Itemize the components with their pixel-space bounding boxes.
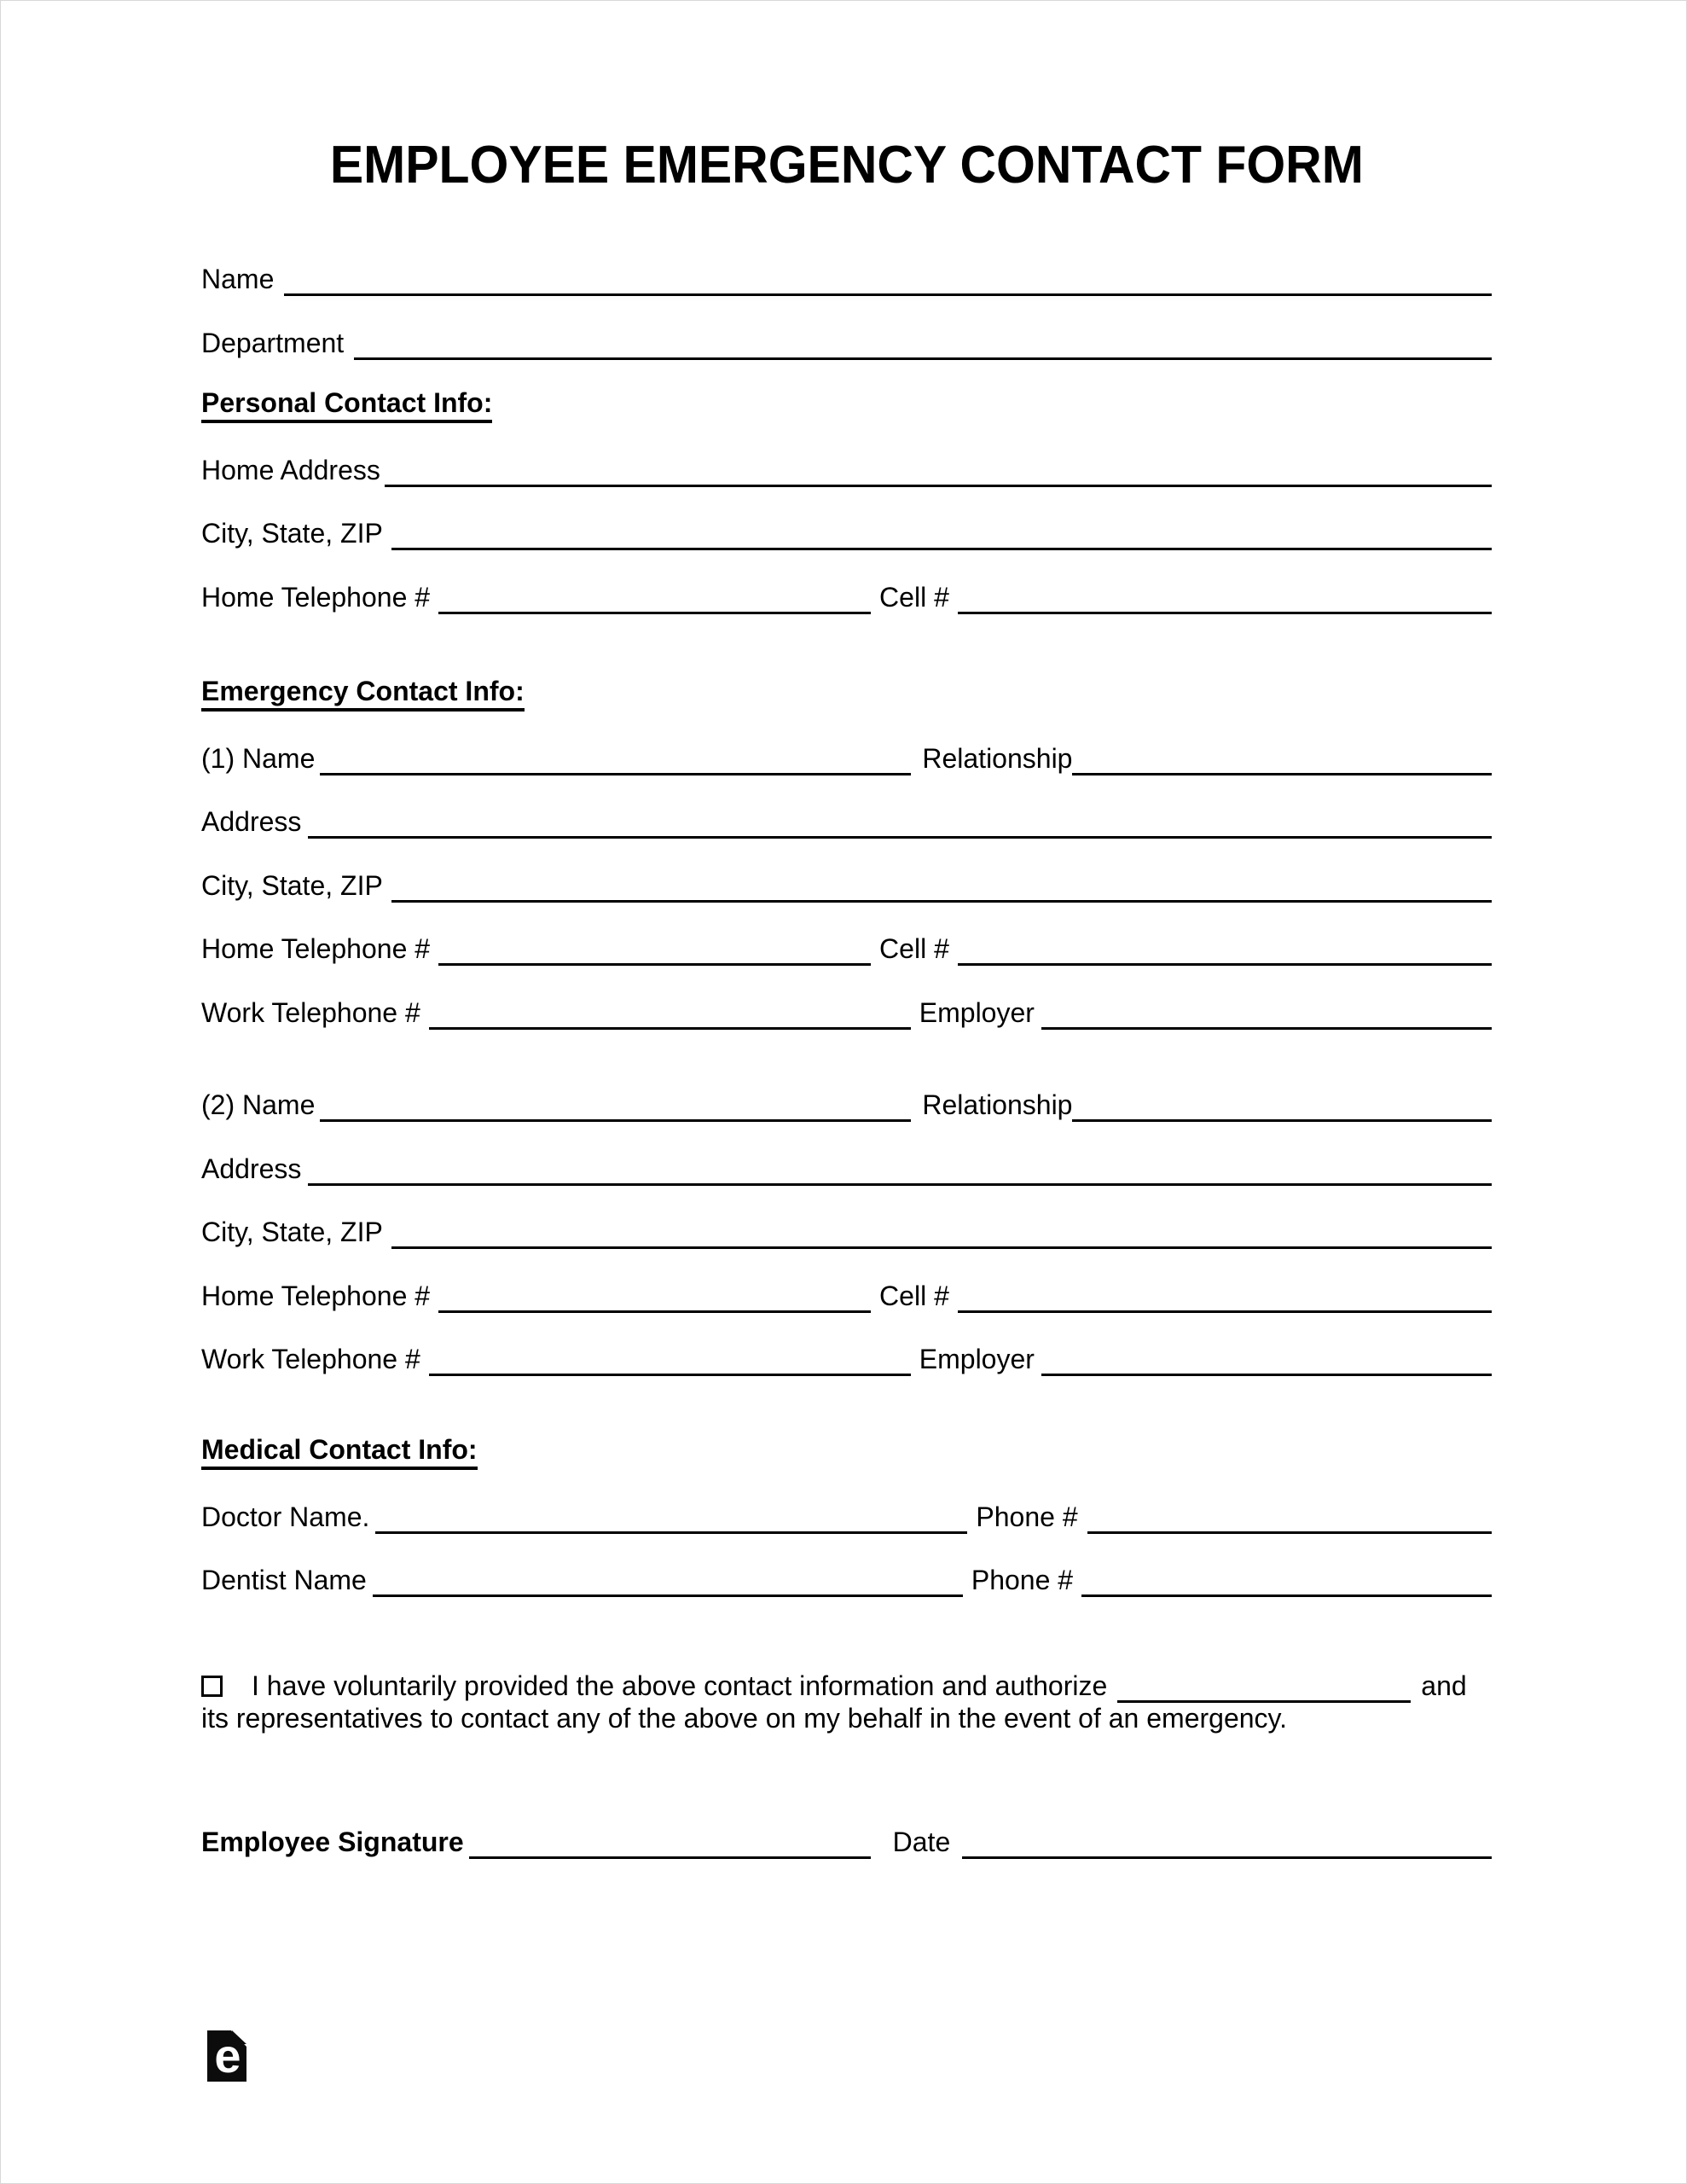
personal-city-state-zip-row <box>201 516 1492 550</box>
contact1-name-label: (1) Name <box>201 742 316 774</box>
contact1-work-employer-row <box>201 996 1492 1030</box>
contact1-name-input-line[interactable] <box>320 773 911 775</box>
signature-row <box>201 1825 1492 1859</box>
cell-label: Cell # <box>879 581 949 613</box>
doctor-phone-input-line[interactable] <box>1087 1531 1492 1534</box>
contact2-name-label: (2) Name <box>201 1089 316 1120</box>
department-row <box>201 326 1492 360</box>
department-input-line[interactable] <box>354 357 1492 360</box>
contact2-employer-label: Employer <box>919 1344 1035 1374</box>
contact2-address-row <box>201 1152 1492 1186</box>
contact2-relationship-input-line[interactable] <box>1072 1119 1492 1122</box>
contact2-relationship-label: Relationship <box>922 1089 1073 1120</box>
name-input-line[interactable] <box>284 293 1492 296</box>
home-address-label: Home Address <box>201 454 380 485</box>
personal-contact-info-heading: Personal Contact Info: <box>201 386 492 423</box>
home-telephone-label: Home Telephone # <box>201 581 431 613</box>
contact2-employer-input-line[interactable] <box>1041 1374 1492 1376</box>
personal-home-address-row <box>201 453 1492 487</box>
contact2-address-label: Address <box>201 1153 302 1184</box>
personal-home-telephone-input-line[interactable] <box>438 612 871 614</box>
contact1-employer-input-line[interactable] <box>1041 1027 1492 1030</box>
contact2-city-state-zip-label: City, State, ZIP <box>201 1217 383 1247</box>
contact1-cell-label: Cell # <box>879 933 949 964</box>
personal-phones-row <box>201 580 1492 614</box>
contact1-city-state-zip-label: City, State, ZIP <box>201 869 383 901</box>
contact2-phones-row <box>201 1279 1492 1313</box>
date-input-line[interactable] <box>962 1856 1492 1859</box>
contact1-city-state-zip-input-line[interactable] <box>391 900 1492 903</box>
contact1-relationship-input-line[interactable] <box>1072 773 1492 775</box>
title-row <box>201 137 1492 194</box>
contact1-home-telephone-label: Home Telephone # <box>201 933 431 964</box>
date-label: Date <box>892 1827 951 1857</box>
form-content <box>201 1 1492 2082</box>
eforms-logo <box>207 2030 246 2082</box>
contact1-work-telephone-label: Work Telephone # <box>201 996 420 1028</box>
personal-heading-row <box>201 389 1492 423</box>
name-label: Name <box>201 264 275 294</box>
contact1-cell-input-line[interactable] <box>958 963 1492 966</box>
authorization-paragraph <box>201 1669 1492 1735</box>
authorization-text-after-blank: and <box>1421 1670 1467 1701</box>
authorization-text-before-blank: I have voluntarily provided the above contact information and authorize <box>252 1670 1108 1701</box>
dentist-phone-label: Phone # <box>971 1565 1074 1595</box>
personal-city-state-zip-input-line[interactable] <box>391 548 1492 550</box>
contact2-name-row <box>201 1088 1492 1122</box>
contact2-address-input-line[interactable] <box>308 1183 1492 1186</box>
dentist-name-label: Dentist Name <box>201 1565 367 1595</box>
dentist-row <box>201 1563 1492 1597</box>
authorization-line1 <box>201 1669 1492 1703</box>
contact1-employer-label: Employer <box>919 996 1035 1028</box>
dentist-name-input-line[interactable] <box>373 1594 963 1597</box>
contact1-city-state-zip-row <box>201 868 1492 903</box>
doctor-phone-label: Phone # <box>976 1501 1078 1532</box>
contact2-name-input-line[interactable] <box>320 1119 911 1122</box>
employee-signature-label: Employee Signature <box>201 1827 464 1857</box>
contact2-home-telephone-label: Home Telephone # <box>201 1280 431 1311</box>
authorization-line2: its representatives to contact any of the above on my behalf in the event of an emergency. <box>201 1703 1288 1734</box>
personal-cell-input-line[interactable] <box>958 612 1492 614</box>
contact1-phones-row <box>201 932 1492 966</box>
contact2-work-employer-row <box>201 1342 1492 1376</box>
contact2-city-state-zip-row <box>201 1215 1492 1249</box>
employee-signature-input-line[interactable] <box>469 1856 871 1859</box>
contact2-city-state-zip-input-line[interactable] <box>391 1246 1492 1249</box>
eforms-logo-letter: e <box>214 2029 241 2082</box>
contact2-home-telephone-input-line[interactable] <box>438 1310 871 1313</box>
contact1-address-row <box>201 804 1492 839</box>
contact1-home-telephone-input-line[interactable] <box>438 963 871 966</box>
medical-contact-info-heading: Medical Contact Info: <box>201 1432 478 1470</box>
personal-home-address-input-line[interactable] <box>385 485 1492 487</box>
contact1-address-input-line[interactable] <box>308 836 1492 839</box>
contact2-work-telephone-input-line[interactable] <box>429 1374 911 1376</box>
city-state-zip-label: City, State, ZIP <box>201 518 383 549</box>
authorization-checkbox[interactable] <box>201 1676 223 1697</box>
emergency-contact-info-heading: Emergency Contact Info: <box>201 674 525 712</box>
doctor-name-input-line[interactable] <box>375 1531 967 1534</box>
department-label: Department <box>201 327 345 358</box>
contact2-cell-input-line[interactable] <box>958 1310 1492 1313</box>
dentist-phone-input-line[interactable] <box>1081 1594 1492 1597</box>
doctor-name-label: Doctor Name. <box>201 1501 370 1532</box>
contact2-cell-label: Cell # <box>879 1280 949 1311</box>
doctor-row <box>201 1500 1492 1534</box>
page-title: EMPLOYEE EMERGENCY CONTACT FORM <box>329 136 1364 195</box>
contact1-address-label: Address <box>201 806 302 837</box>
contact1-work-telephone-input-line[interactable] <box>429 1027 911 1030</box>
contact2-work-telephone-label: Work Telephone # <box>201 1344 420 1374</box>
medical-heading-row <box>201 1436 1492 1470</box>
contact1-name-row <box>201 741 1492 775</box>
contact1-relationship-label: Relationship <box>922 742 1073 774</box>
emergency-heading-row <box>201 677 1492 712</box>
name-row <box>201 262 1492 296</box>
